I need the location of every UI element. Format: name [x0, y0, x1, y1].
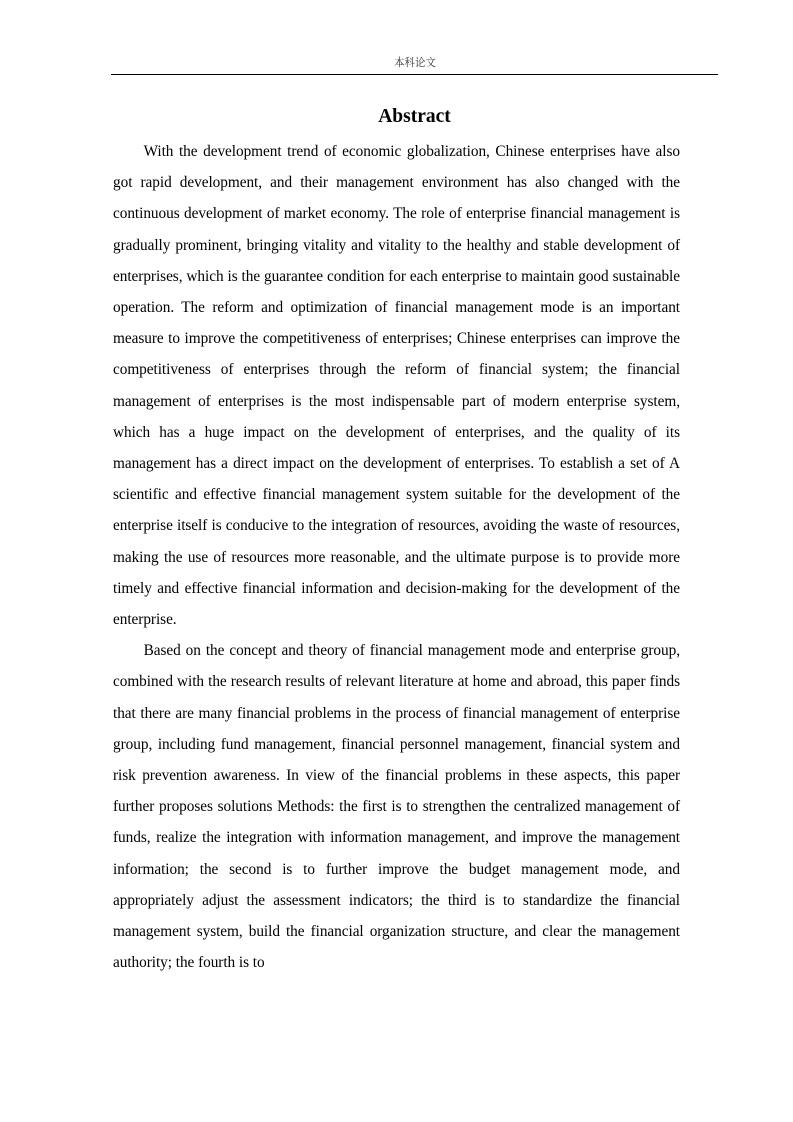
abstract-paragraph-2: Based on the concept and theory of financial management mode and enterprise group, combined with the research results of relevant literature at home and abroad, this paper finds that there are many financial problems in the process of financial management of enterprise group, including fund management, financial personnel management, financial system and risk prevention awareness. In view of the financial problems in these aspects, this paper further proposes solutions Methods: the first is to strengthen the centralized management of funds, realize the integration with information management, and improve the management information; the second is to further improve the budget management mode, and appropriately adjust the assessment indicators; the third is to standardize the financial management system, build the financial organization structure, and clear the management authority; the fourth is to: [113, 642, 680, 972]
abstract-title: Abstract: [378, 106, 451, 127]
abstract-body: [113, 136, 680, 978]
running-title: 本科论文: [393, 56, 436, 69]
abstract-paragraph-1: With the development trend of economic globalization, Chinese enterprises have also got rapid development, and their management environment has also changed with the continuous development of market economy. The role of enterprise financial management is gradually prominent, bringing vitality and vitality to the healthy and stable development of enterprises, which is the guarantee condition for each enterprise to maintain good sustainable operation. The reform and optimization of financial management mode is an important measure to improve the competitiveness of enterprises; Chinese enterprises can improve the competitiveness of enterprises through the reform of financial system; the financial management of enterprises is the most indispensable part of modern enterprise system, which has a huge impact on the development of enterprises, and the quality of its management has a direct impact on the development of enterprises. To establish a set of A scientific and effective financial management system suitable for the development of the enterprise itself is conducive to the integration of resources, avoiding the waste of resources, making the use of resources more reasonable, and the ultimate purpose is to provide more timely and effective financial information and decision-making for the development of the enterprise.: [113, 143, 680, 629]
page-header: [111, 57, 718, 75]
